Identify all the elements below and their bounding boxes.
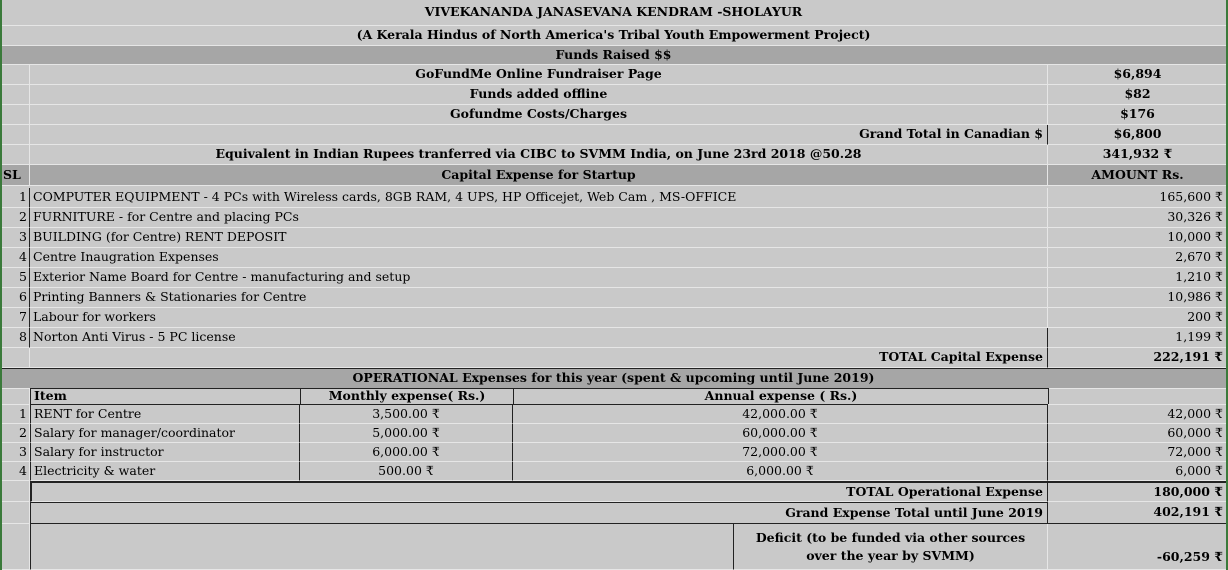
operational-columns-row (0, 388, 1228, 405)
capital-total-label[interactable]: TOTAL Capital Expense (30, 348, 1048, 368)
operational-item-row (0, 424, 1228, 443)
capital-amount[interactable]: 1,210 ₹ (1048, 268, 1228, 288)
capital-desc[interactable]: COMPUTER EQUIPMENT - 4 PCs with Wireless cards, 8GB RAM, 4 UPS, HP Officejet, Web Cam , MS-OFFICE (30, 188, 1048, 208)
sl-cell[interactable]: 4 (0, 248, 30, 268)
capital-desc[interactable]: Labour for workers (30, 308, 1048, 328)
col-annual-header[interactable]: Annual expense ( Rs.) (513, 388, 1049, 405)
funds-label[interactable]: Gofundme Costs/Charges (30, 105, 1048, 125)
op-amount[interactable]: 42,000 ₹ (1048, 405, 1228, 424)
op-amount[interactable]: 6,000 ₹ (1048, 462, 1228, 481)
capital-total-row (0, 348, 1228, 368)
funds-label[interactable]: Funds added offline (30, 85, 1048, 105)
sl-header[interactable]: SL (0, 165, 30, 186)
capital-amount[interactable]: 165,600 ₹ (1048, 188, 1228, 208)
empty-cell[interactable] (1048, 388, 1228, 405)
op-annual[interactable]: 42,000.00 ₹ (513, 405, 1048, 424)
op-amount[interactable]: 60,000 ₹ (1048, 424, 1228, 443)
op-amount[interactable]: 72,000 ₹ (1048, 443, 1228, 462)
operational-item-row (0, 462, 1228, 481)
capital-desc[interactable]: Norton Anti Virus - 5 PC license (30, 328, 1048, 348)
operational-header-row (0, 368, 1228, 389)
grand-total-label[interactable]: Grand Total in Canadian $ (30, 125, 1048, 145)
operational-header[interactable]: OPERATIONAL Expenses for this year (spent & upcoming until June 2019) (0, 369, 1228, 389)
funds-row (0, 105, 1228, 125)
subtitle-row (0, 26, 1228, 46)
capital-amount[interactable]: 200 ₹ (1048, 308, 1228, 328)
op-annual[interactable]: 6,000.00 ₹ (513, 462, 1048, 481)
sl-cell[interactable]: 6 (0, 288, 30, 308)
capital-item-row (0, 288, 1228, 308)
funds-row (0, 85, 1228, 105)
operational-total-value[interactable]: 180,000 ₹ (1048, 481, 1228, 502)
capital-amount[interactable]: 1,199 ₹ (1048, 328, 1228, 348)
capital-item-row (0, 248, 1228, 268)
capital-desc[interactable]: Printing Banners & Stationaries for Centre (30, 288, 1048, 308)
sl-cell[interactable]: 2 (0, 424, 30, 443)
operational-item-row (0, 405, 1228, 424)
op-annual[interactable]: 60,000.00 ₹ (513, 424, 1048, 443)
sheet-subtitle[interactable]: (A Kerala Hindus of North America's Tribal Youth Empowerment Project) (0, 26, 1228, 46)
funds-header[interactable]: Funds Raised $$ (0, 46, 1228, 65)
op-monthly[interactable]: 3,500.00 ₹ (300, 405, 513, 424)
col-item-header[interactable]: Item (30, 388, 301, 405)
capital-item-row (0, 328, 1228, 348)
sl-cell[interactable]: 4 (0, 462, 30, 481)
empty-cell[interactable] (30, 524, 734, 570)
sl-cell[interactable]: 1 (0, 405, 30, 424)
capital-desc[interactable]: FURNITURE - for Centre and placing PCs (30, 208, 1048, 228)
sl-cell[interactable]: 5 (0, 268, 30, 288)
capital-amount[interactable]: 10,986 ₹ (1048, 288, 1228, 308)
empty-cell[interactable] (0, 145, 30, 165)
operational-total-label[interactable]: TOTAL Operational Expense (30, 481, 1048, 502)
funds-row (0, 65, 1228, 85)
empty-cell[interactable] (0, 125, 30, 145)
sl-cell[interactable]: 7 (0, 308, 30, 328)
op-monthly[interactable]: 6,000.00 ₹ (300, 443, 513, 462)
funds-label[interactable]: GoFundMe Online Fundraiser Page (30, 65, 1048, 85)
empty-cell[interactable] (0, 105, 30, 125)
grand-total-value[interactable]: $6,800 (1048, 125, 1228, 145)
op-annual[interactable]: 72,000.00 ₹ (513, 443, 1048, 462)
empty-cell[interactable] (0, 502, 30, 524)
funds-value[interactable]: $176 (1048, 105, 1228, 125)
capital-item-row (0, 268, 1228, 288)
op-monthly[interactable]: 5,000.00 ₹ (300, 424, 513, 443)
deficit-value[interactable]: -60,259 ₹ (1048, 524, 1228, 570)
funds-grand-total-row (0, 125, 1228, 145)
capital-item-row (0, 308, 1228, 328)
capital-amount[interactable]: 10,000 ₹ (1048, 228, 1228, 248)
sl-cell[interactable]: 1 (0, 188, 30, 208)
op-item[interactable]: Electricity & water (30, 462, 300, 481)
operational-item-row (0, 443, 1228, 462)
empty-cell[interactable] (0, 524, 30, 570)
inr-label[interactable]: Equivalent in Indian Rupees tranferred via CIBC to SVMM India, on June 23rd 2018 @50.28 (30, 145, 1048, 165)
sheet-left-edge (0, 0, 2, 570)
col-monthly-header[interactable]: Monthly expense( Rs.) (300, 388, 514, 405)
grand-expense-value[interactable]: 402,191 ₹ (1048, 502, 1228, 524)
deficit-label[interactable]: Deficit (to be funded via other sources over the year by SVMM) (734, 524, 1048, 570)
sl-cell[interactable]: 8 (0, 328, 30, 348)
capital-header[interactable]: Capital Expense for Startup (30, 165, 1048, 186)
amount-header[interactable]: AMOUNT Rs. (1048, 165, 1228, 186)
empty-cell[interactable] (0, 85, 30, 105)
capital-desc[interactable]: Exterior Name Board for Centre - manufacturing and setup (30, 268, 1048, 288)
empty-cell[interactable] (0, 481, 30, 502)
title-row (0, 0, 1228, 26)
funds-value[interactable]: $82 (1048, 85, 1228, 105)
capital-item-row (0, 228, 1228, 248)
capital-header-row (0, 165, 1228, 186)
op-item[interactable]: RENT for Centre (30, 405, 300, 424)
empty-cell[interactable] (0, 388, 30, 405)
capital-item-row (0, 208, 1228, 228)
inr-value[interactable]: 341,932 ₹ (1048, 145, 1228, 165)
sheet-title[interactable]: VIVEKANANDA JANASEVANA KENDRAM -SHOLAYUR (0, 0, 1228, 26)
capital-desc[interactable]: BUILDING (for Centre) RENT DEPOSIT (30, 228, 1048, 248)
sl-cell[interactable]: 3 (0, 443, 30, 462)
capital-item-row (0, 188, 1228, 208)
op-item[interactable]: Salary for manager/coordinator (30, 424, 300, 443)
capital-desc[interactable]: Centre Inaugration Expenses (30, 248, 1048, 268)
capital-amount[interactable]: 2,670 ₹ (1048, 248, 1228, 268)
op-monthly[interactable]: 500.00 ₹ (300, 462, 513, 481)
funds-value[interactable]: $6,894 (1048, 65, 1228, 85)
funds-header-row (0, 46, 1228, 65)
capital-total-value[interactable]: 222,191 ₹ (1048, 348, 1228, 368)
empty-cell[interactable] (0, 348, 30, 368)
sl-cell[interactable]: 2 (0, 208, 30, 228)
empty-cell[interactable] (0, 65, 30, 85)
grand-expense-label[interactable]: Grand Expense Total until June 2019 (30, 502, 1048, 524)
capital-amount[interactable]: 30,326 ₹ (1048, 208, 1228, 228)
inr-row (0, 145, 1228, 165)
deficit-row (0, 524, 1228, 570)
sl-cell[interactable]: 3 (0, 228, 30, 248)
grand-expense-row (0, 502, 1228, 524)
op-item[interactable]: Salary for instructor (30, 443, 300, 462)
operational-total-row (0, 481, 1228, 502)
